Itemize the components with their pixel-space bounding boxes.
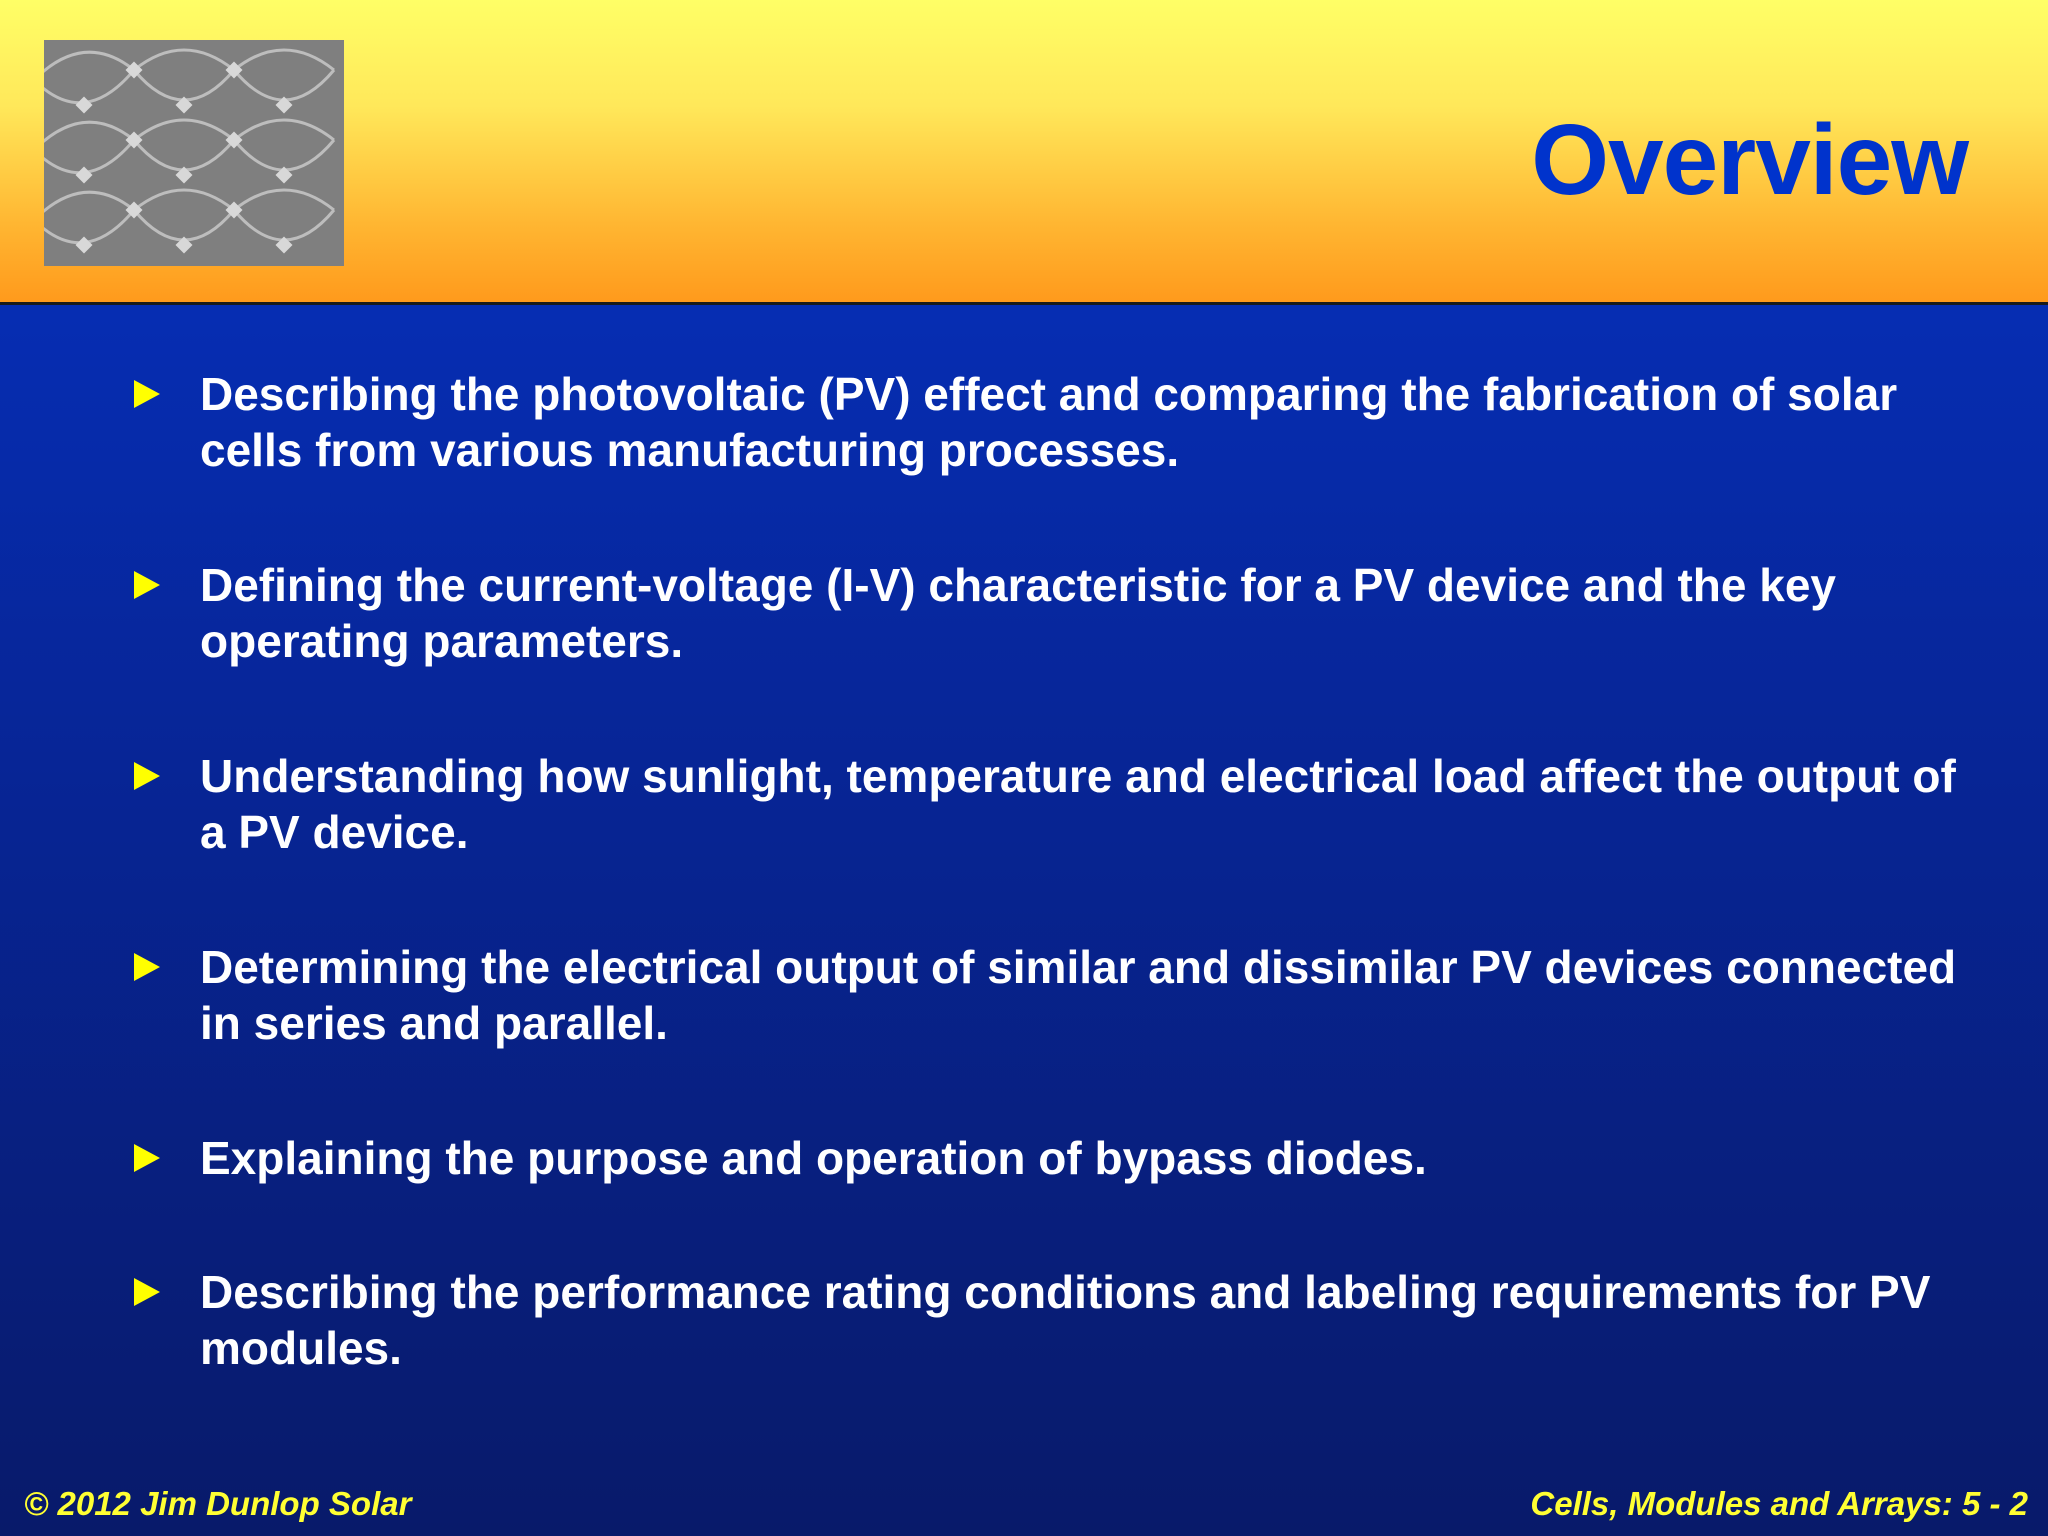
bullet-item	[132, 557, 1982, 748]
triangle-right-icon	[134, 762, 160, 790]
triangle-right-icon	[134, 1144, 160, 1172]
bullet-list	[132, 366, 1982, 1455]
triangle-right-icon	[134, 953, 160, 981]
bullet-item	[132, 1264, 1982, 1455]
slide-title: Overview	[1531, 104, 1968, 216]
bullet-text: Determining the electrical output of similar and dissimilar PV devices connected in series and parallel.	[200, 941, 1957, 1049]
bullet-text: Defining the current-voltage (I-V) characteristic for a PV device and the key operating parameters.	[200, 559, 1837, 667]
bullet-item	[132, 366, 1982, 557]
triangle-right-icon	[134, 1278, 160, 1306]
bullet-item	[132, 748, 1982, 939]
slide-header	[0, 0, 2048, 305]
bullet-item	[132, 939, 1982, 1130]
bullet-text: Describing the performance rating conditions and labeling requirements for PV modules.	[200, 1266, 1931, 1374]
footer-page-label: Cells, Modules and Arrays: 5 - 2	[1530, 1485, 2028, 1522]
triangle-right-icon	[134, 380, 160, 408]
bullet-text: Understanding how sunlight, temperature and electrical load affect the output of a PV device.	[200, 750, 1956, 858]
bullet-text: Describing the photovoltaic (PV) effect and comparing the fabrication of solar cells from various manufacturing processes.	[200, 368, 1898, 476]
solar-cell-photo	[44, 40, 344, 266]
bullet-text: Explaining the purpose and operation of bypass diodes.	[200, 1132, 1427, 1184]
triangle-right-icon	[134, 571, 160, 599]
footer-copyright: © 2012 Jim Dunlop Solar	[24, 1485, 412, 1522]
bullet-item	[132, 1130, 1982, 1264]
